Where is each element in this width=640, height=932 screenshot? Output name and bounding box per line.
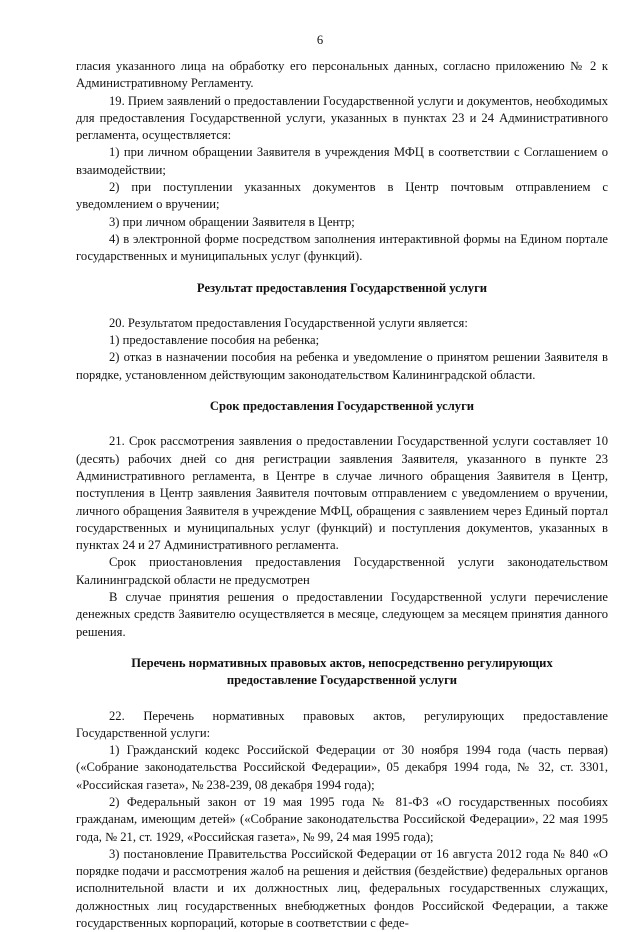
list-item: 1) при личном обращении Заявителя в учреждения МФЦ в соответствии с Соглашением о взаимодействии; (76, 145, 608, 177)
list-item: 1) Гражданский кодекс Российской Федерации от 30 ноября 1994 года (часть первая) («Собрание законодательства Российской Федерации», 05 декабря 1994 года, № 32, ст. 3301, «Российская газета», № 238-239, 08 декабря 1994 года); (76, 743, 608, 792)
list-item: 1) предоставление пособия на ребенка; (109, 333, 320, 348)
paragraph: В случае принятия решения о предоставлении Государственной услуги перечисление денежных средств Заявителю осуществляется в месяце, следующем за месяцем принятия данного решения. (76, 590, 608, 639)
list-item: 2) при поступлении указанных документов в Центр почтовым отправлением с уведомлением о вручении; (76, 180, 608, 212)
list-item: 3) постановление Правительства Российской Федерации от 16 августа 2012 года № 840 «О порядке подачи и рассмотрения жалоб на решения и действия (бездействие) федеральных органов исполнительной власти и их должностных лиц, федеральных государственных служащих, должностных лиц государственных внебюджетных фондов Российской Федерации, а также государственных корпораций, которые в соответствии с феде- (76, 846, 608, 931)
paragraph: 22. Перечень нормативных правовых актов, регулирующих предоставление Государственной услуги: (76, 708, 608, 740)
paragraph: 21. Срок рассмотрения заявления о предоставлении Государственной услуги составляет 10 (десять) рабочих дней со дня регистрации заявления Заявителя, указанного в пункте 23 Административного регламента, в Центре в случае личного обращения Заявителя в Центр, поступления в Центр заявления Заявителя почтовым отправлением с уведомлением о вручении, личного обращения Заявителя в учреждение МФЦ, обращения с заявлением через Единый портал государственных и муниципальных услуг (функций) и поступления документов, указанных в пунктах 24 и 27 Административного регламента. (76, 434, 608, 553)
section-heading-acts-line1: Перечень нормативных правовых актов, непосредственно регулирующих (131, 655, 553, 670)
list-item: 4) в электронной форме посредством заполнения интерактивной формы на Едином портале государственных и муниципальных услуг (функций). (76, 231, 608, 264)
paragraph: гласия указанного лица на обработку его персональных данных, согласно приложению № 2 к Административному Регламенту. (76, 59, 608, 91)
section-heading-acts-line2: предоставление Государственной услуги (226, 673, 458, 688)
document-body (76, 58, 608, 932)
section-heading-result: Результат предоставления Государственной услуги (196, 280, 488, 295)
list-item: 2) Федеральный закон от 19 мая 1995 года № 81-ФЗ «О государственных пособиях гражданам, имеющим детей» («Собрание законодательства Российской Федерации», 22 мая 1995 года, № 21, ст. 1929, «Российская газета», № 99, 24 мая 1995 года); (76, 794, 608, 844)
list-item: 2) отказ в назначении пособия на ребенка и уведомление о принятом решении Заявителя в порядке, установленном действующим законодательством Калининградской области. (76, 350, 608, 382)
paragraph: Срок приостановления предоставления Государственной услуги законодательством Калининградской области не предусмотрен (76, 555, 608, 587)
list-item: 3) при личном обращении Заявителя в Центр; (109, 214, 355, 229)
paragraph: 20. Результатом предоставления Государственной услуги является: (109, 315, 468, 330)
section-heading-term: Срок предоставления Государственной услуги (209, 399, 475, 414)
paragraph: 19. Прием заявлений о предоставлении Государственной услуги и документов, необходимых для предоставления Государственной услуги, указанных в пунктах 23 и 24 Административного регламента, осуществляется: (76, 93, 608, 143)
page-number: 6 (316, 33, 324, 47)
